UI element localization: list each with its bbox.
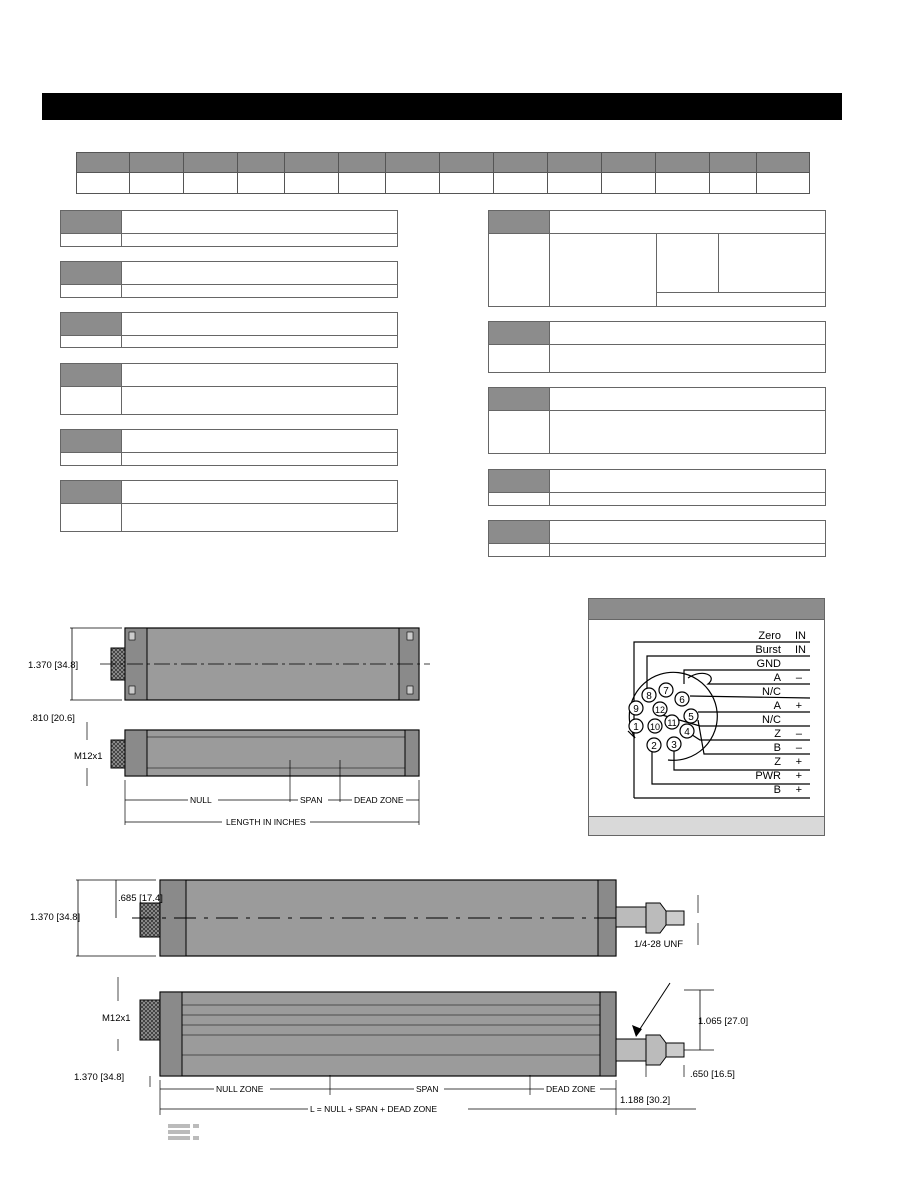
zone-dead: DEAD ZONE: [354, 795, 404, 805]
dim-offset: .810 [20.6]: [30, 713, 75, 724]
logo-mark: [168, 1124, 200, 1144]
spec-box: [488, 210, 826, 307]
zone-null: NULL: [190, 795, 212, 805]
signal-suffix: +: [795, 756, 802, 768]
pin-label: 10: [649, 722, 661, 732]
dim-bottom-height: 1.370 [34.8]: [74, 1072, 125, 1083]
zone-span: SPAN: [300, 795, 323, 805]
dim-height: 1.370 [34.8]: [28, 660, 79, 671]
spec-box: [60, 261, 398, 298]
zone-span: SPAN: [416, 1084, 439, 1094]
pin-label: 1: [633, 722, 639, 733]
pinout-diagram: [588, 598, 825, 836]
pin-label: 12: [654, 705, 666, 715]
pin-label: 8: [646, 691, 652, 702]
dim-rod-offset: .650 [16.5]: [690, 1069, 735, 1080]
pin-label: 6: [679, 695, 685, 706]
signal-label: B: [773, 784, 781, 796]
signal-suffix: IN: [795, 630, 806, 642]
spec-box: [60, 312, 398, 348]
signal-suffix: +: [795, 700, 802, 712]
signal-suffix: +: [795, 784, 802, 796]
signal-label: PWR: [755, 770, 781, 782]
zone-dead: DEAD ZONE: [546, 1084, 596, 1094]
dim-tip: 1.188 [30.2]: [620, 1095, 671, 1106]
signal-suffix: –: [795, 728, 802, 740]
dim-height: 1.370 [34.8]: [30, 912, 81, 923]
spec-grid: [76, 152, 810, 194]
signal-suffix: –: [795, 672, 802, 684]
drawing-standard: [0, 610, 560, 840]
title-bar: [42, 93, 842, 120]
dim-half-height: .685 [17.4]: [118, 893, 163, 904]
pin-label: 9: [633, 704, 639, 715]
thread-label: 1/4-28 UNF: [634, 939, 684, 950]
signal-label: B: [773, 742, 781, 754]
connector-label: M12x1: [102, 1013, 131, 1024]
length-formula: L = NULL + SPAN + DEAD ZONE: [310, 1104, 437, 1114]
pin-label: 2: [651, 741, 657, 752]
pin-label: 4: [684, 727, 690, 738]
signal-suffix: –: [795, 742, 802, 754]
length-label: LENGTH IN INCHES: [226, 817, 306, 827]
signal-label: Zero: [758, 630, 781, 642]
pin-label: 3: [671, 740, 677, 751]
signal-label: N/C: [762, 714, 781, 726]
signal-suffix: IN: [795, 644, 806, 656]
signal-label: N/C: [762, 686, 781, 698]
signal-suffix: +: [795, 770, 802, 782]
zone-null: NULL ZONE: [216, 1084, 264, 1094]
spec-box: [60, 363, 398, 415]
drawing-rod-end: [0, 865, 760, 1155]
spec-box: [60, 429, 398, 466]
signal-label: A: [773, 700, 781, 712]
pin-label: 7: [663, 686, 669, 697]
signal-label: Z: [774, 756, 781, 768]
signal-label: Burst: [755, 644, 781, 656]
dim-rod-height: 1.065 [27.0]: [698, 1016, 749, 1027]
signal-label: Z: [774, 728, 781, 740]
spec-box: [488, 387, 826, 454]
spec-box: [60, 210, 398, 247]
spec-box: [488, 520, 826, 557]
pin-label: 11: [667, 718, 677, 728]
spec-box: [488, 321, 826, 373]
signal-label: GND: [756, 658, 781, 670]
pin-label: 5: [688, 712, 694, 723]
signal-label: A: [773, 672, 781, 684]
spec-box: [60, 480, 398, 532]
spec-box: [488, 469, 826, 506]
connector-label: M12x1: [74, 751, 103, 762]
